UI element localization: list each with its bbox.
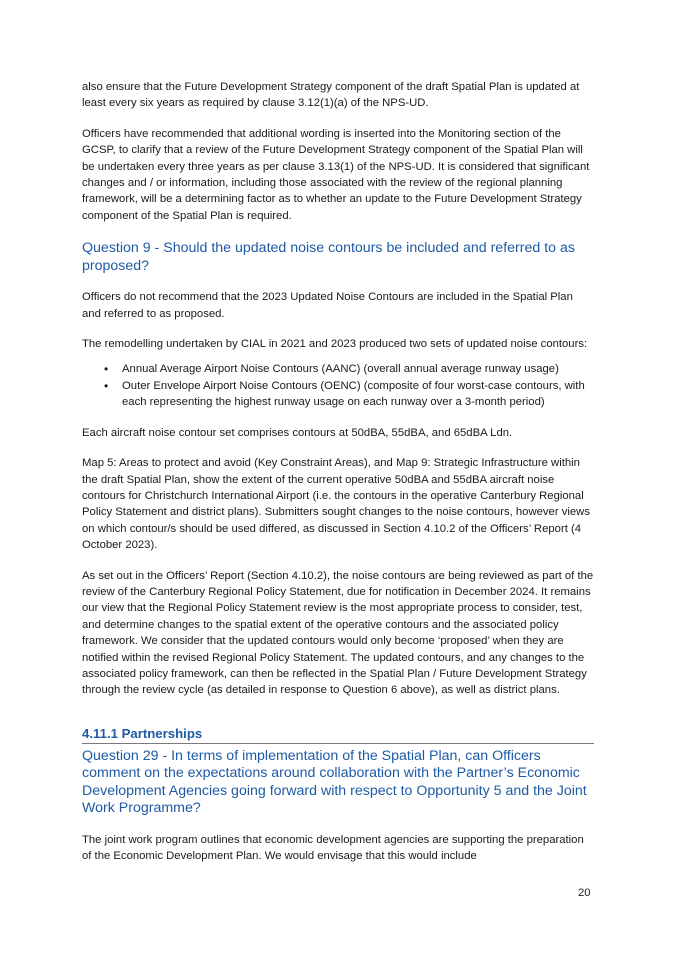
question-9-heading: Question 9 - Should the updated noise contours be included and referred to as proposed? (82, 240, 575, 274)
document-page (82, 79, 594, 865)
paragraph-officers-recommendation: Officers do not recommend that the 2023 Updated Noise Contours are included in the Spatial Plan and referred to as proposed. (82, 291, 573, 320)
paragraph-fds-update: also ensure that the Future Development Strategy component of the draft Spatial Plan is updated at least every six years as required by clause 3.12(1)(a) of the NPS-UD. (82, 81, 580, 110)
noise-contour-list (82, 361, 594, 410)
paragraph-officers-report: As set out in the Officers’ Report (Section 4.10.2), the noise contours are being reviewed as part of the review of the Canterbury Regional Policy Statement, due for notification in December 2024. It remains our view that the Regional Policy Statement review is the most appropriate process to consider, test, and determine changes to the spatial extent of the operative contours and the associated policy framework. We consider that the updated contours would only become ‘proposed’ when they are notified within the revised Regional Policy Statement. The updated contours, and any changes to the associated policy framework, can then be reflected in the Spatial Plan / Future Development Strategy through the review cycle (as detailed in response to Question 6 above), as well as district plans. (82, 569, 594, 697)
section-heading-partnerships: 4.11.1 Partnerships (82, 726, 594, 744)
list-item-aanc: • Annual Average Airport Noise Contours (AANC) (overall annual average runway usage) (82, 361, 594, 377)
list-item-oenc: • Outer Envelope Airport Noise Contours (OENC) (composite of four worst-case contours, with each representing the highest runway usage on each runway over a 3-month period) (82, 378, 594, 411)
question-29-heading: Question 29 - In terms of implementation of the Spatial Plan, can Officers comment on the expectations around collaboration with the Partner’s Economic Development Agencies going forward with respect to Opportunity 5 and the Joint Work Programme? (82, 747, 587, 817)
paragraph-joint-work-program: The joint work program outlines that economic development agencies are supporting the preparation of the Economic Development Plan. We would envisage that this would include (82, 833, 584, 863)
paragraph-remodelling: The remodelling undertaken by CIAL in 2021 and 2023 produced two sets of updated noise contours: (82, 338, 588, 351)
paragraph-monitoring-wording: Officers have recommended that additional wording is inserted into the Monitoring section of the GCSP, to clarify that a review of the Future Development Strategy component of the Spatial Plan will be undertaken every three years as per clause 3.13(1) of the NPS-UD. It is considered that significant changes and / or information, including those associated with the review of the regional planning framework, will be a determining factor as to whether an update to the Future Development Strategy component of the Spatial Plan is required. (82, 127, 590, 222)
paragraph-maps: Map 5: Areas to protect and avoid (Key Constraint Areas), and Map 9: Strategic Infrastructure within the draft Spatial Plan, show the extent of the current operative 50dBA and 55dBA aircraft noise contours for Christchurch International Airport (i.e. the contours in the operative Canterbury Regional Policy Statement and district plans). Submitters sought changes to the noise contours, however views on which contour/s should be used differed, as discussed in Section 4.10.2 of the Officers’ Report (4 October 2023). (82, 457, 590, 552)
paragraph-contour-set: Each aircraft noise contour set comprises contours at 50dBA, 55dBA, and 65dBA Ldn. (82, 426, 513, 439)
page-number: 20 (578, 887, 591, 899)
